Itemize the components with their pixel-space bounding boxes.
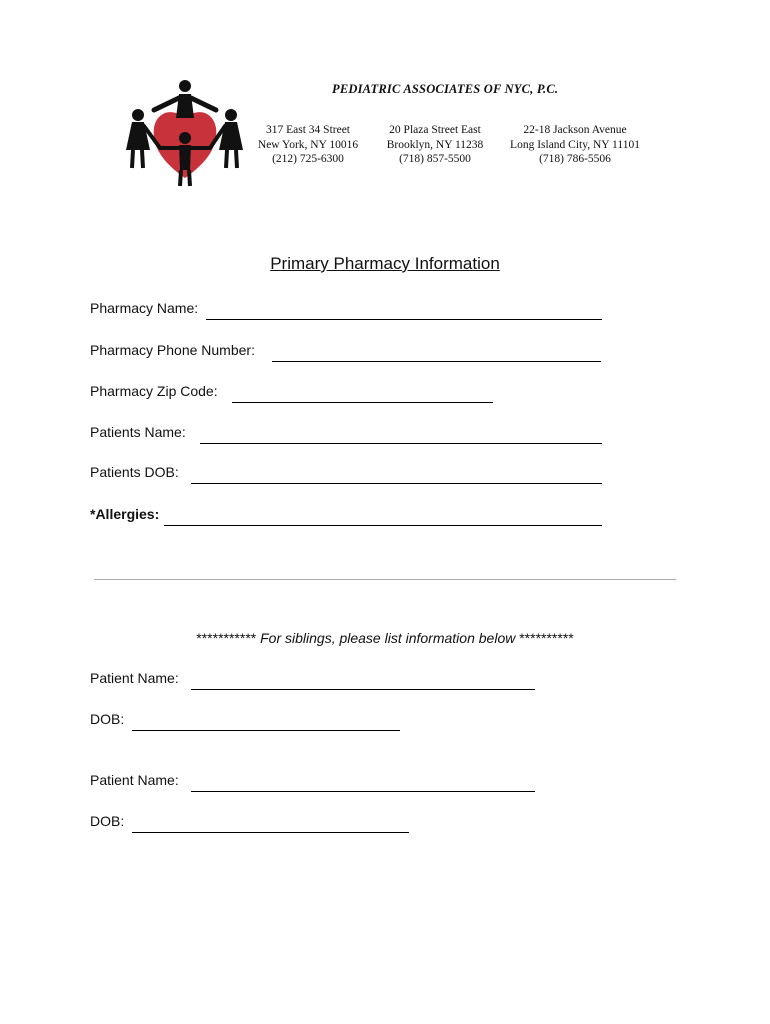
office-city: Long Island City, NY 11101 bbox=[510, 138, 640, 151]
siblings-note-text: For siblings, please list information below bbox=[260, 630, 516, 646]
office-street: 22-18 Jackson Avenue bbox=[523, 124, 627, 136]
pharmacy-name-field[interactable] bbox=[90, 300, 602, 320]
siblings-instructions bbox=[0, 630, 770, 646]
patients-name-label: Patients Name: bbox=[90, 424, 186, 440]
office-city: Brooklyn, NY 11238 bbox=[386, 138, 484, 151]
form-title: Primary Pharmacy Information bbox=[270, 254, 500, 273]
allergies-input-line[interactable] bbox=[164, 525, 602, 526]
office-street: 20 Plaza Street East bbox=[389, 124, 481, 136]
patients-dob-input-line[interactable] bbox=[191, 483, 602, 484]
sibling-1-dob-field[interactable] bbox=[90, 711, 400, 731]
sibling-dob-label: DOB: bbox=[90, 813, 125, 829]
pharmacy-phone-label: Pharmacy Phone Number: bbox=[90, 342, 255, 358]
patients-name-input-line[interactable] bbox=[200, 443, 602, 444]
allergies-field[interactable] bbox=[90, 506, 602, 526]
sibling-name-label: Patient Name: bbox=[90, 670, 179, 686]
patients-dob-label: Patients DOB: bbox=[90, 464, 179, 480]
office-city: New York, NY 10016 bbox=[257, 138, 359, 151]
organization-name: PEDIATRIC ASSOCIATES OF NYC, P.C. bbox=[332, 82, 559, 96]
office-street: 317 East 34 Street bbox=[266, 124, 350, 136]
pediatric-associates-logo bbox=[124, 78, 246, 190]
sibling-dob-input-line[interactable] bbox=[132, 730, 400, 731]
stars-right: ********** bbox=[519, 630, 574, 646]
sibling-2-name-field[interactable] bbox=[90, 772, 535, 792]
sibling-2-dob-field[interactable] bbox=[90, 813, 409, 833]
pharmacy-zip-label: Pharmacy Zip Code: bbox=[90, 383, 218, 399]
sibling-name-input-line[interactable] bbox=[191, 791, 535, 792]
patients-name-field[interactable] bbox=[90, 424, 602, 444]
office-brooklyn bbox=[375, 123, 495, 167]
office-long-island-city bbox=[500, 123, 650, 167]
sibling-name-input-line[interactable] bbox=[191, 689, 535, 690]
pharmacy-zip-field[interactable] bbox=[90, 383, 493, 403]
office-manhattan bbox=[248, 123, 368, 167]
office-phone: (212) 725-6300 bbox=[272, 153, 344, 165]
sibling-dob-input-line[interactable] bbox=[132, 832, 409, 833]
pharmacy-zip-input-line[interactable] bbox=[232, 402, 493, 403]
section-divider bbox=[94, 579, 676, 580]
patients-dob-field[interactable] bbox=[90, 464, 602, 484]
pharmacy-phone-input-line[interactable] bbox=[272, 361, 601, 362]
office-phone: (718) 857-5500 bbox=[399, 153, 471, 165]
office-phone: (718) 786-5506 bbox=[539, 153, 611, 165]
pharmacy-name-input-line[interactable] bbox=[206, 319, 602, 320]
pharmacy-name-label: Pharmacy Name: bbox=[90, 300, 199, 316]
sibling-dob-label: DOB: bbox=[90, 711, 125, 727]
sibling-1-name-field[interactable] bbox=[90, 670, 535, 690]
pharmacy-phone-field[interactable] bbox=[90, 342, 601, 362]
stars-left: *********** bbox=[196, 630, 257, 646]
allergies-label: *Allergies: bbox=[90, 506, 160, 522]
sibling-name-label: Patient Name: bbox=[90, 772, 179, 788]
